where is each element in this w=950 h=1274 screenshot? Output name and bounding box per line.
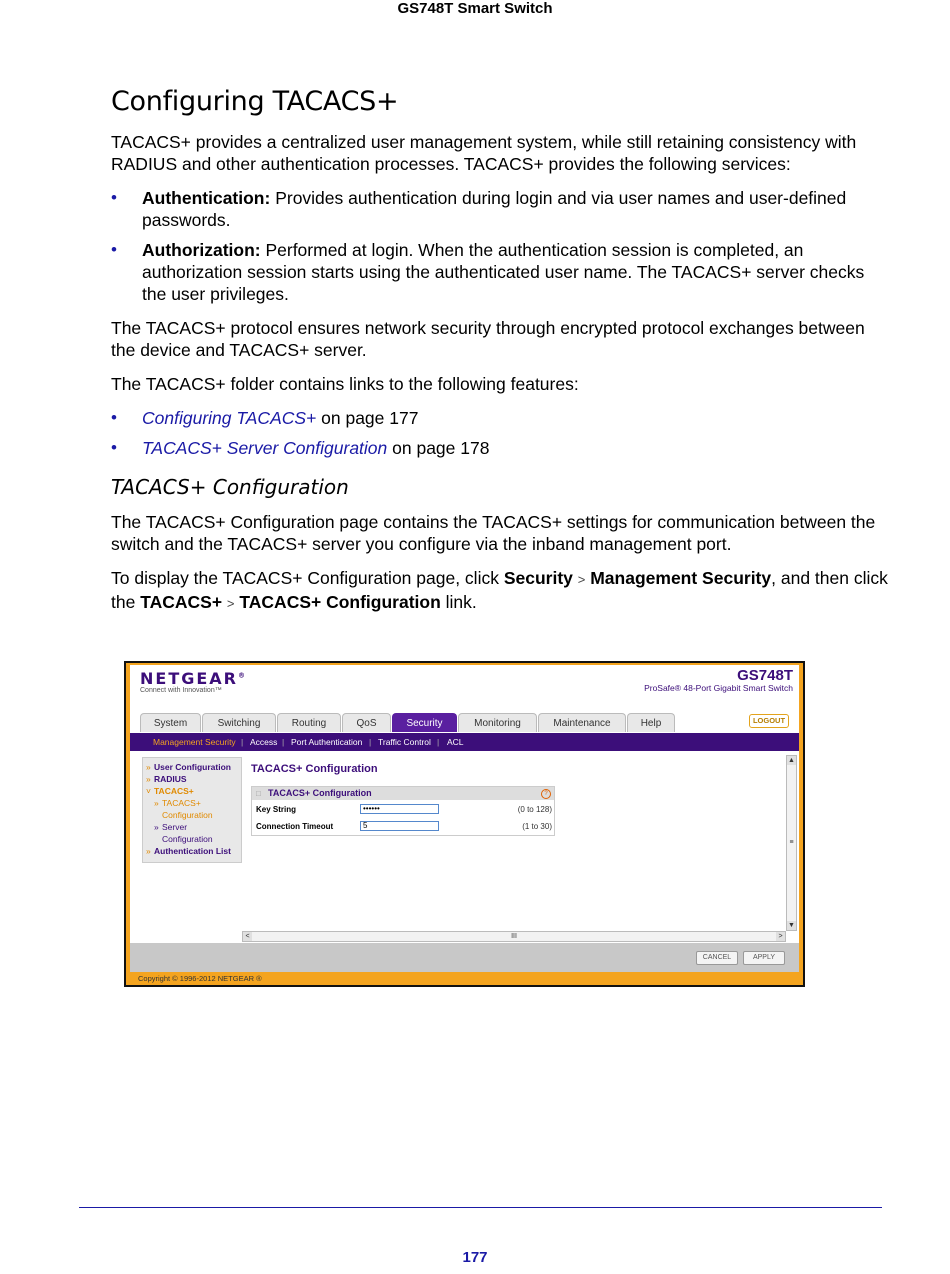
connection-timeout-range: (1 to 30)	[522, 822, 552, 831]
subnav-access[interactable]: Access	[250, 737, 278, 747]
arrow-icon: »	[154, 798, 159, 808]
tagline: Connect with Innovation™	[140, 687, 222, 694]
link-configuring-tacacs[interactable]: Configuring TACACS+	[142, 408, 317, 428]
subnav-acl[interactable]: ACL	[447, 737, 464, 747]
scroll-left-icon[interactable]: <	[243, 932, 252, 941]
tab-system[interactable]: System	[140, 713, 201, 732]
subnav-traffic-control[interactable]: Traffic Control	[378, 737, 431, 747]
side-item-server-configuration[interactable]: Server	[162, 822, 188, 832]
key-string-range: (0 to 128)	[517, 805, 552, 814]
side-item-user-configuration[interactable]: User Configuration	[154, 762, 231, 772]
apply-button[interactable]: APPLY	[743, 951, 785, 965]
collapse-icon[interactable]: □	[256, 789, 261, 798]
horizontal-scrollbar[interactable]	[242, 931, 786, 942]
tab-switching[interactable]: Switching	[202, 713, 276, 732]
side-item-tacacs[interactable]: TACACS+	[154, 786, 194, 796]
intro-paragraph: TACACS+ provides a centralized user management system, while still retaining consistency with RADIUS and other authentication processes. TACACS+ provides the following services:	[111, 132, 857, 174]
section-title: Configuring TACACS+	[111, 86, 399, 117]
sub-navigation: Management Security | Access | Port Authentication | Traffic Control | ACL	[130, 733, 799, 751]
netgear-logo: NETGEAR®	[140, 669, 247, 688]
ui-screenshot	[124, 661, 805, 987]
service-desc: Provides authentication during login and via user names and user-defined passwords.	[142, 188, 847, 230]
scroll-grip-icon: III	[511, 933, 517, 940]
arrow-icon: »	[146, 846, 151, 856]
arrow-icon: »	[146, 762, 151, 772]
side-item-authentication-list[interactable]: Authentication List	[154, 846, 231, 856]
vertical-scrollbar[interactable]	[786, 755, 797, 931]
list-item	[111, 407, 891, 429]
subnav-port-authentication[interactable]: Port Authentication	[291, 737, 363, 747]
menu-tacacs-configuration: TACACS+ Configuration	[239, 592, 441, 612]
tab-help[interactable]: Help	[627, 713, 675, 732]
services-list	[111, 187, 891, 305]
logout-button[interactable]: LOGOUT	[749, 714, 789, 728]
bullet-icon: •	[111, 408, 117, 427]
page-number: 177	[462, 1249, 488, 1266]
page-ref: on page 178	[387, 438, 490, 458]
service-term: Authentication:	[142, 188, 271, 208]
tab-maintenance[interactable]: Maintenance	[538, 713, 626, 732]
config-paragraph: The TACACS+ Configuration page contains the TACACS+ settings for communication between the switch and the TACACS+ server you configure via the inband management port.	[111, 512, 876, 554]
config-box	[251, 786, 555, 836]
config-box-header	[252, 787, 554, 800]
service-desc: Performed at login. When the authentication session is completed, an authorization session starts using the authenticated user name. The TACACS+ server checks the user privileges.	[142, 240, 865, 304]
list-item	[111, 187, 891, 231]
bullet-icon: •	[111, 438, 117, 457]
menu-management-security: Management Security	[590, 568, 772, 588]
list-item	[111, 437, 891, 459]
footer-rule	[79, 1207, 882, 1208]
scroll-down-icon[interactable]: ▼	[788, 922, 795, 929]
bullet-icon: •	[111, 240, 117, 259]
connection-timeout-input[interactable]: 5	[360, 821, 439, 831]
help-icon[interactable]: ?	[541, 789, 551, 799]
arrow-icon: »	[146, 774, 151, 784]
links-list	[111, 407, 891, 459]
menu-tacacs: TACACS+	[140, 592, 223, 612]
key-string-label: Key String	[256, 805, 297, 814]
side-item-radius[interactable]: RADIUS	[154, 774, 187, 784]
protocol-paragraph: The TACACS+ protocol ensures network security through encrypted protocol exchanges between the device and TACACS+ server.	[111, 318, 865, 360]
tab-routing[interactable]: Routing	[277, 713, 341, 732]
folder-paragraph: The TACACS+ folder contains links to the following features:	[111, 374, 579, 394]
model-description: ProSafe® 48-Port Gigabit Smart Switch	[644, 683, 793, 693]
document-body	[111, 86, 891, 627]
tab-qos[interactable]: QoS	[342, 713, 391, 732]
bullet-icon: •	[111, 188, 117, 207]
page-ref: on page 177	[316, 408, 419, 428]
cancel-button[interactable]: CANCEL	[696, 951, 738, 965]
menu-security: Security	[503, 568, 573, 588]
scroll-grip-icon: ≡	[789, 839, 794, 846]
arrow-icon: »	[154, 822, 159, 832]
running-header: GS748T Smart Switch	[397, 0, 553, 17]
scroll-up-icon[interactable]: ▲	[788, 757, 795, 764]
service-term: Authorization:	[142, 240, 261, 260]
config-box-title: TACACS+ Configuration	[268, 788, 372, 798]
tab-security[interactable]: Security	[392, 713, 457, 732]
side-item-tacacs-configuration-2[interactable]: Configuration	[162, 810, 213, 820]
panel-title: TACACS+ Configuration	[251, 763, 378, 775]
tab-monitoring[interactable]: Monitoring	[458, 713, 537, 732]
instructions-paragraph: To display the TACACS+ Configuration page, click Security > Management Security, and then click the TACACS+ > TACACS+ Configuration link.	[111, 568, 888, 612]
side-item-tacacs-configuration[interactable]: TACACS+	[162, 798, 201, 808]
chevron-down-icon: ˅	[146, 786, 151, 796]
action-bar	[130, 943, 799, 972]
link-server-configuration[interactable]: TACACS+ Server Configuration	[142, 438, 388, 458]
subsection-title: TACACS+ Configuration	[111, 475, 349, 499]
copyright: Copyright © 1996-2012 NETGEAR ®	[138, 974, 262, 983]
connection-timeout-label: Connection Timeout	[256, 822, 334, 831]
key-string-input[interactable]: ••••••	[360, 804, 439, 814]
side-item-server-configuration-2[interactable]: Configuration	[162, 834, 213, 844]
model-name: GS748T	[737, 667, 793, 684]
side-menu	[142, 757, 242, 863]
screenshot-window	[130, 665, 799, 972]
scroll-right-icon[interactable]: >	[776, 932, 785, 941]
subnav-management-security[interactable]: Management Security	[153, 737, 236, 747]
list-item	[111, 239, 891, 305]
